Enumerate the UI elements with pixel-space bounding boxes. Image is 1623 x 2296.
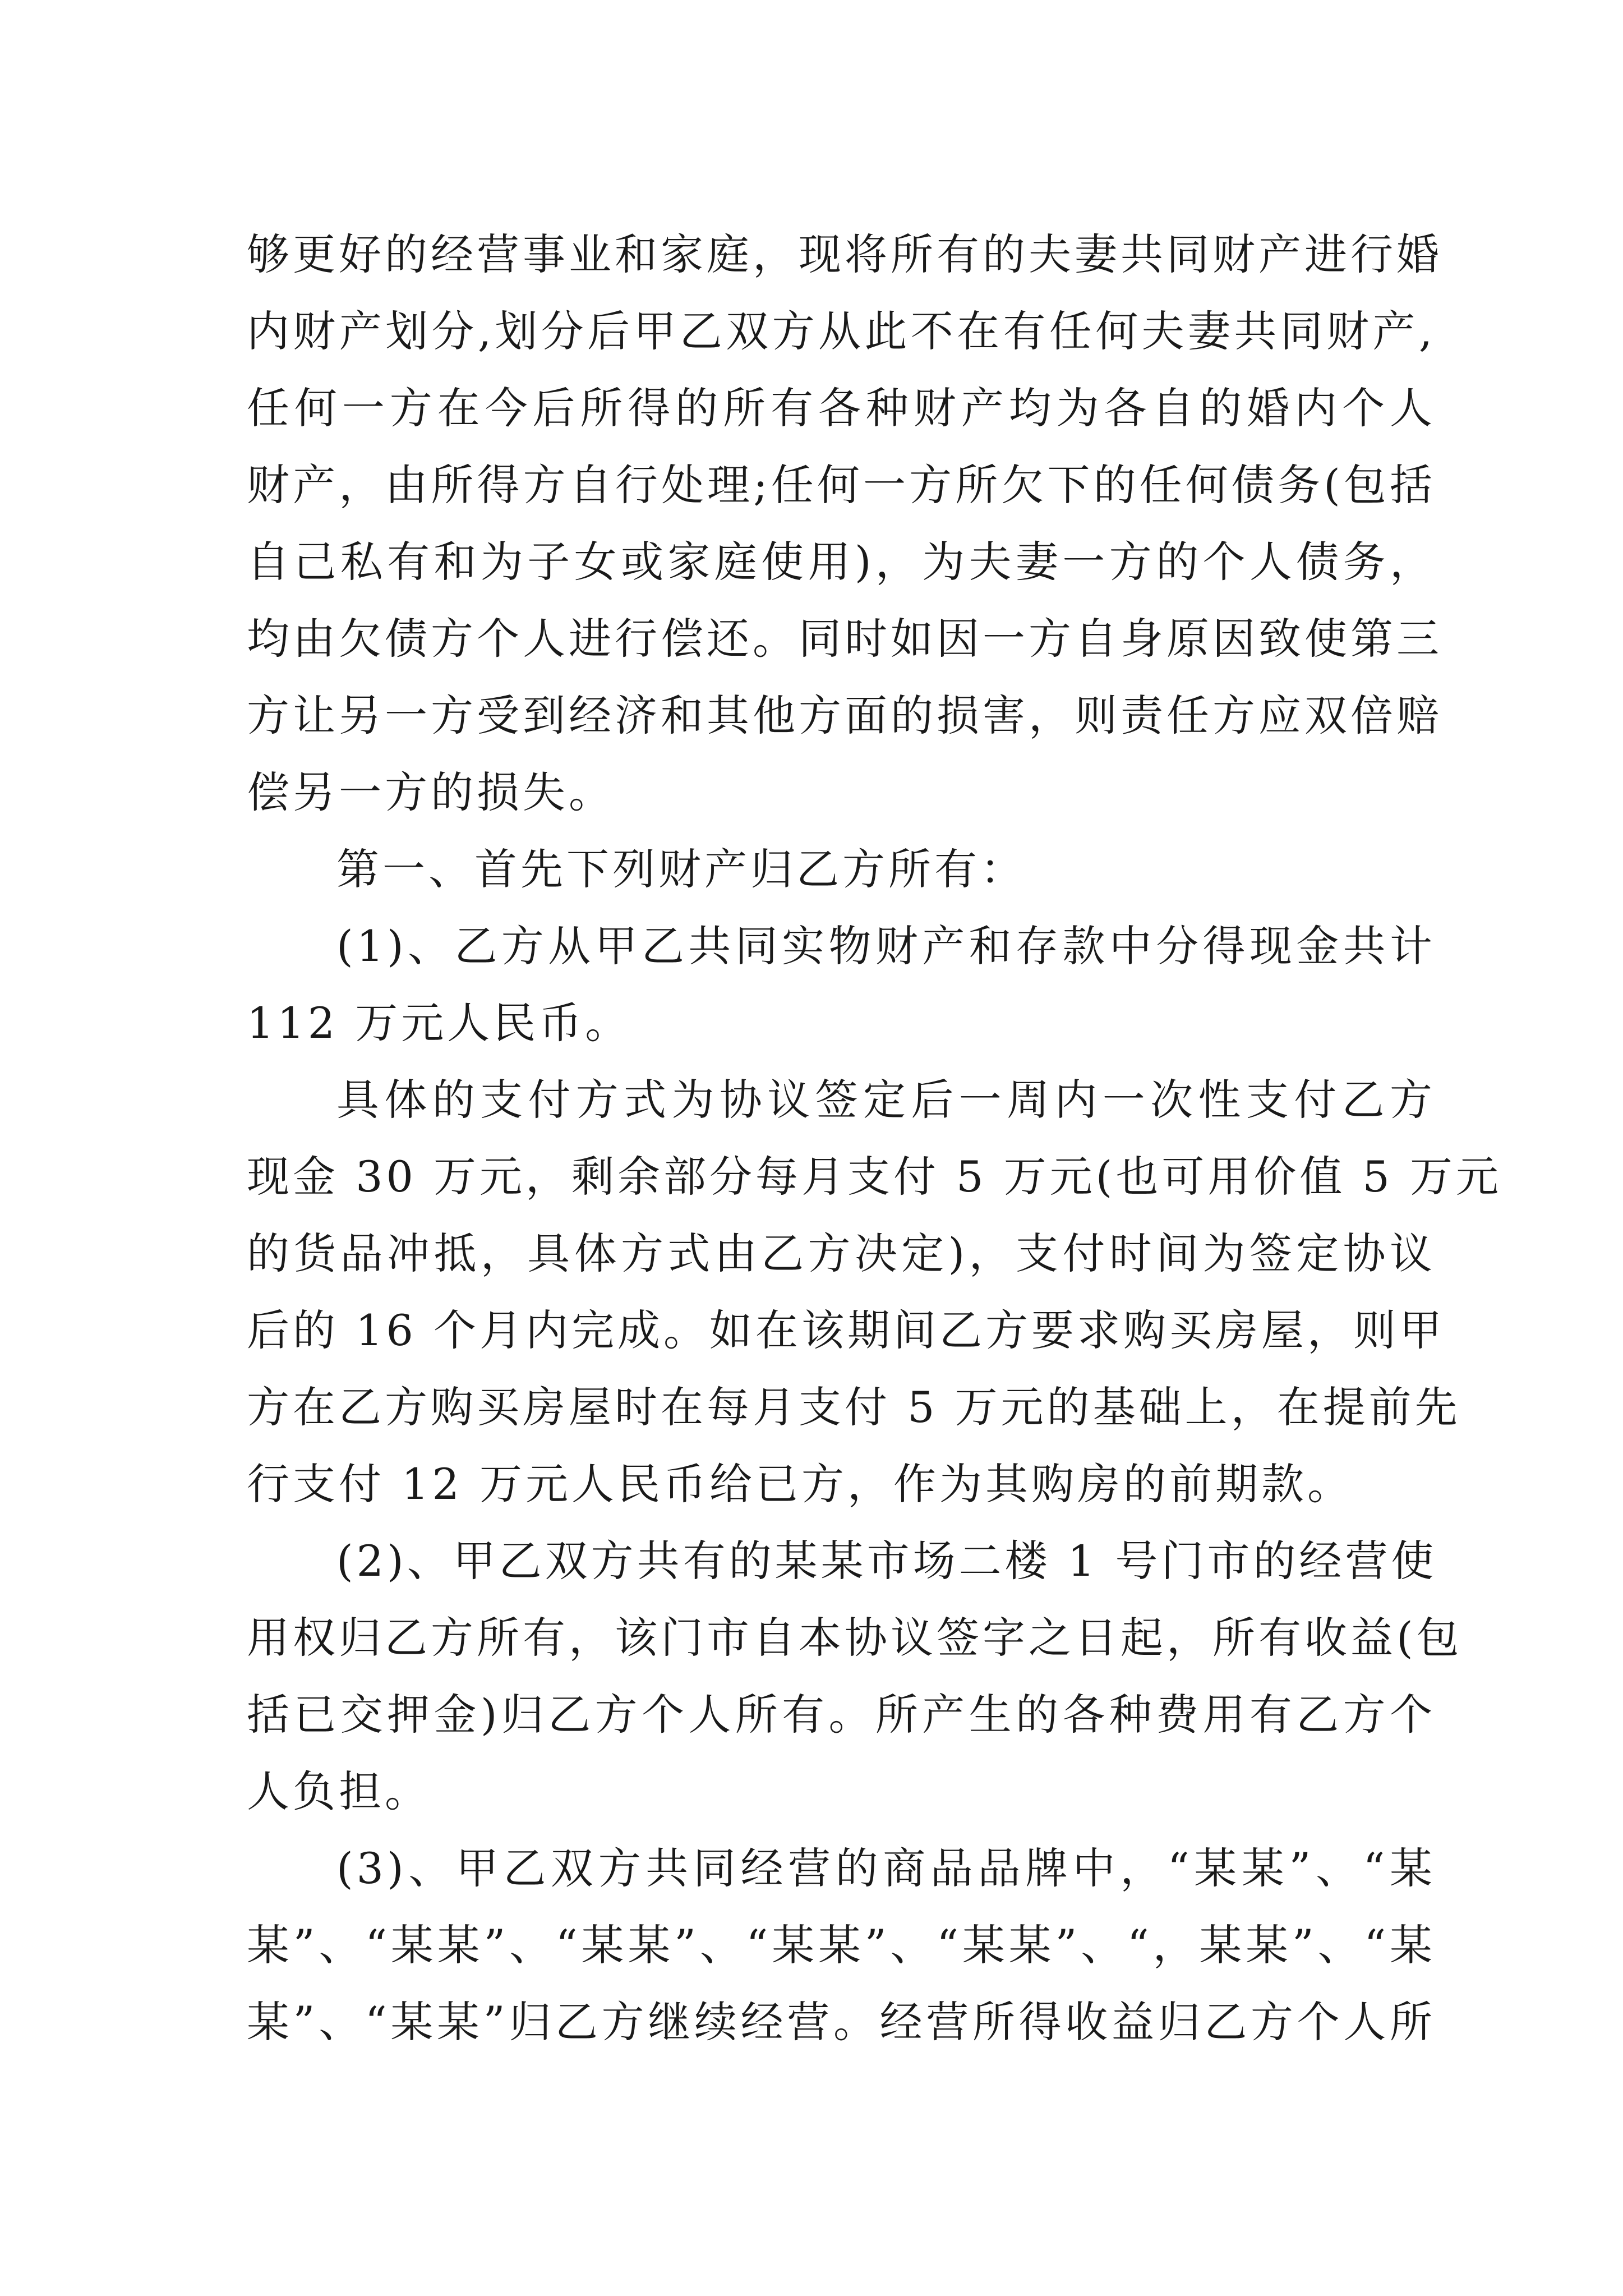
- paragraph-item-1: [247, 908, 1436, 1061]
- text-line: 具体的支付方式为协议签定后一周内一次性支付乙方: [336, 1075, 1436, 1125]
- text-line: 人负担。: [247, 1766, 431, 1816]
- text-line: 括已交押金)归乙方个人所有。所产生的各种费用有乙方个: [247, 1690, 1436, 1740]
- text-line: 行支付 12 万元人民币给已方，作为其购房的前期款。: [247, 1459, 1354, 1509]
- text-line: 方让另一方受到经济和其他方面的损害，则责任方应双倍赔: [247, 691, 1442, 740]
- text-line: 用权归乙方所有，该门市自本协议签字之日起，所有收益(包: [247, 1613, 1463, 1663]
- text-line: 112 万元人民币。: [247, 998, 631, 1048]
- section-heading: 第一、首先下列财产归乙方所有：: [336, 844, 1026, 894]
- text-line: 内财产划分,划分后甲乙双方从此不在有任何夫妻共同财产,: [247, 306, 1436, 356]
- text-line: 自己私有和为子女或家庭使用)，为夫妻一方的个人债务，: [247, 537, 1436, 587]
- text-line: 均由欠债方个人进行偿还。同时如因一方自身原因致使第三: [247, 614, 1442, 664]
- text-line: 现金 30 万元，剩余部分每月支付 5 万元(也可用价值 5 万元: [247, 1152, 1502, 1202]
- text-line: (2)、甲乙双方共有的某某市场二楼 1 号门市的经营使: [336, 1536, 1437, 1586]
- paragraph-section-heading: [247, 831, 1436, 908]
- text-line: 财产，由所得方自行处理;任何一方所欠下的任何债务(包括: [247, 460, 1436, 510]
- paragraph-item-2: [247, 1522, 1463, 1830]
- paragraph-item-3: [247, 1830, 1436, 2060]
- text-line: 任何一方在今后所得的所有各种财产均为各自的婚内个人: [247, 383, 1436, 433]
- text-line: 偿另一方的损失。: [247, 767, 615, 817]
- text-line: (3)、甲乙双方共同经营的商品品牌中，“某某”、“某: [336, 1843, 1436, 1893]
- text-line: 后的 16 个月内完成。如在该期间乙方要求购买房屋，则甲: [247, 1305, 1446, 1355]
- text-line: 某”、“某某”归乙方继续经营。经营所得收益归乙方个人所: [247, 1997, 1436, 2047]
- text-line: 某”、“某某”、“某某”、“某某”、“某某”、“，某某”、“某: [247, 1920, 1436, 1970]
- text-line: 的货品冲抵，具体方式由乙方决定)，支付时间为签定协议: [247, 1228, 1436, 1278]
- text-line: (1)、乙方从甲乙共同实物财产和存款中分得现金共计: [336, 921, 1436, 971]
- document-body: [247, 216, 1502, 2060]
- paragraph-payment-terms: [247, 1061, 1502, 1522]
- text-line: 够更好的经营事业和家庭，现将所有的夫妻共同财产进行婚: [247, 229, 1442, 279]
- paragraph-intro: [247, 216, 1442, 831]
- text-line: 方在乙方购买房屋时在每月支付 5 万元的基础上，在提前先: [247, 1382, 1461, 1432]
